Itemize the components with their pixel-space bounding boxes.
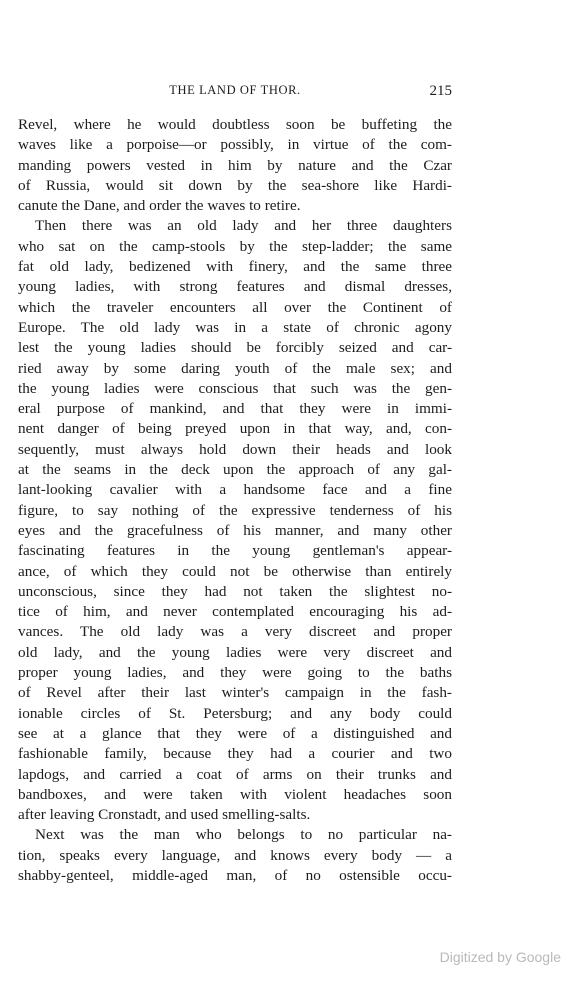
text-line: nent danger of being preyed upon in that way, and, con- bbox=[18, 420, 452, 438]
text-line: at the seams in the deck upon the approach of any gal- bbox=[18, 461, 452, 479]
text-line: of Revel after their last winter's campaign in the fash- bbox=[18, 684, 452, 702]
text-line: ionable circles of St. Petersburg; and any body could bbox=[18, 704, 452, 722]
text-line: unconscious, since they had not taken the slightest no- bbox=[18, 582, 452, 600]
text-line: lest the young ladies should be forcibly seized and car- bbox=[18, 339, 452, 357]
text-line: who sat on the camp-stools by the step-ladder; the same bbox=[18, 237, 452, 255]
text-line: eyes and the gracefulness of his manner, and many other bbox=[18, 521, 452, 539]
text-line: waves like a porpoise—or possibly, in virtue of the com- bbox=[18, 136, 452, 154]
text-line: canute the Dane, and order the waves to retire. bbox=[18, 197, 301, 215]
text-line: lapdogs, and carried a coat of arms on their trunks and bbox=[18, 765, 452, 783]
text-line: figure, to say nothing of the expressive tenderness of his bbox=[18, 501, 452, 519]
text-line: which the traveler encounters all over the Continent of bbox=[18, 298, 452, 316]
text-line: sequently, must always hold down their heads and look bbox=[18, 440, 452, 458]
text-line: shabby-genteel, middle-aged man, of no ostensible occu- bbox=[18, 866, 452, 884]
text-line: ried away by some daring youth of the male sex; and bbox=[18, 359, 452, 377]
running-title: THE LAND OF THOR. bbox=[169, 83, 301, 97]
text-line: after leaving Cronstadt, and used smelling-salts. bbox=[18, 806, 311, 824]
text-line: vances. The old lady was a very discreet and proper bbox=[18, 623, 452, 641]
text-line: old lady, and the young ladies were very discreet and bbox=[18, 643, 452, 661]
text-line: ance, of which they could not be otherwise than entirely bbox=[18, 562, 452, 580]
text-line: fat old lady, bedizened with finery, and the same three bbox=[18, 258, 452, 276]
text-line: lant-looking cavalier with a handsome face and a fine bbox=[18, 481, 452, 499]
page-number: 215 bbox=[429, 83, 452, 99]
text-line: see at a glance that they were of a distinguished and bbox=[18, 724, 452, 742]
text-line: of Russia, would sit down by the sea-shore like Hardi- bbox=[18, 176, 452, 194]
body-text bbox=[18, 115, 452, 886]
text-line: Europe. The old lady was in a state of chronic agony bbox=[18, 318, 452, 336]
text-line: eral purpose of mankind, and that they were in immi- bbox=[18, 400, 452, 418]
text-line: tice of him, and never contemplated encouraging his ad- bbox=[18, 603, 452, 621]
text-line: the young ladies were conscious that such was the gen- bbox=[18, 379, 452, 397]
text-line: Revel, where he would doubtless soon be buffeting the bbox=[18, 116, 452, 133]
text-line: bandboxes, and were taken with violent headaches soon bbox=[18, 785, 452, 803]
text-line: fascinating features in the young gentleman's appear- bbox=[18, 542, 452, 560]
text-line: manding powers vested in him by nature and the Czar bbox=[18, 156, 452, 174]
text-line: young ladies, with strong features and dismal dresses, bbox=[18, 278, 452, 296]
running-head bbox=[18, 80, 452, 100]
text-line: Then there was an old lady and her three daughters bbox=[35, 217, 452, 235]
text-line: fashionable family, because they had a courier and two bbox=[18, 745, 452, 763]
text-line: Next was the man who belongs to no particular na- bbox=[35, 826, 452, 844]
text-line: tion, speaks every language, and knows every body — a bbox=[18, 846, 452, 864]
text-line: proper young ladies, and they were going to the baths bbox=[18, 664, 452, 682]
digitized-watermark: Digitized by Google bbox=[439, 949, 561, 965]
